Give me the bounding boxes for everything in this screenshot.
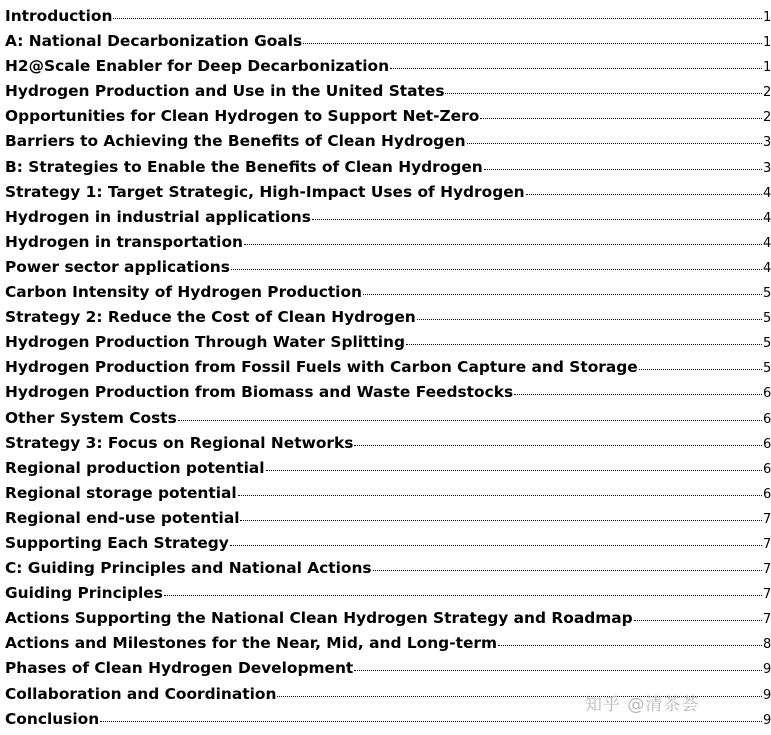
toc-dot-leader [363,293,762,296]
toc-entry[interactable] [5,380,771,405]
toc-entry-title: Other System Costs [5,408,177,427]
toc-dot-leader [514,393,762,396]
toc-entry-page-number: 2 [763,110,771,126]
toc-entry[interactable] [5,506,771,531]
toc-entry-page-number: 9 [763,712,771,728]
toc-entry-page-number: 7 [763,511,771,527]
toc-entry-title: Collaboration and Coordination [5,684,277,703]
toc-entry-title: Carbon Intensity of Hydrogen Production [5,283,362,302]
toc-entry[interactable] [5,581,771,606]
toc-entry-title: Actions and Milestones for the Near, Mid, and Long-term [5,634,498,653]
toc-entry[interactable] [5,456,771,481]
toc-entry-title: Regional end-use potential [5,508,240,527]
toc-entry-page-number: 6 [763,461,771,477]
toc-entry-title: Hydrogen Production from Biomass and Waste Feedstocks [5,383,514,402]
toc-entry-page-number: 4 [763,185,771,201]
toc-entry[interactable] [5,104,771,129]
toc-entry-page-number: 3 [763,135,771,151]
toc-entry-title: Regional storage potential [5,483,237,502]
toc-entry[interactable] [5,129,771,154]
toc-entry-title: Introduction [5,7,113,25]
toc-entry-page-number: 9 [763,662,771,678]
toc-entry-title: A: National Decarbonization Goals [5,32,303,51]
toc-entry[interactable] [5,255,771,280]
toc-entry-page-number: 1 [763,10,771,25]
toc-entry[interactable] [5,606,771,631]
toc-dot-leader [354,443,762,446]
toc-entry-page-number: 6 [763,486,771,502]
toc-entry-title: Supporting Each Strategy [5,533,229,552]
toc-entry[interactable] [5,556,771,581]
toc-entry-page-number: 6 [763,386,771,402]
toc-dot-leader [178,418,762,421]
toc-entry-title: Guiding Principles [5,584,163,603]
toc-dot-leader [303,42,762,45]
toc-dot-leader [526,192,762,195]
toc-entry-title: Hydrogen Production Through Water Splitting [5,333,406,352]
toc-entry[interactable] [5,431,771,456]
table-of-contents [5,4,771,732]
toc-dot-leader [417,318,762,321]
toc-entry-page-number: 7 [763,536,771,552]
toc-dot-leader [484,167,762,170]
toc-entry[interactable] [5,355,771,380]
toc-dot-leader [266,468,762,471]
toc-dot-leader [238,493,762,496]
toc-dot-leader [467,142,762,145]
toc-entry-page-number: 6 [763,411,771,427]
toc-dot-leader [445,92,762,95]
toc-entry-page-number: 1 [763,35,771,51]
toc-entry[interactable] [5,29,771,54]
toc-entry-page-number: 7 [763,612,771,628]
toc-entry[interactable] [5,305,771,330]
toc-entry-title: Hydrogen in industrial applications [5,207,311,226]
toc-entry-title: Actions Supporting the National Clean Hydrogen Strategy and Roadmap [5,609,633,628]
toc-dot-leader [373,569,762,572]
toc-dot-leader [406,343,762,346]
toc-entry-title: Strategy 2: Reduce the Cost of Clean Hydrogen [5,308,416,327]
toc-dot-leader [639,368,762,371]
toc-entry[interactable] [5,631,771,656]
toc-entry[interactable] [5,406,771,431]
toc-entry[interactable] [5,531,771,556]
toc-entry-title: C: Guiding Principles and National Actions [5,559,372,578]
toc-entry-page-number: 4 [763,210,771,226]
toc-dot-leader [480,117,762,120]
toc-dot-leader [100,719,762,722]
toc-entry[interactable] [5,79,771,104]
watermark-text: 知乎 @清茶荟 [585,695,700,715]
toc-entry-title: Conclusion [5,709,100,728]
toc-entry-title: Hydrogen Production and Use in the United States [5,82,445,101]
toc-entry-page-number: 7 [763,587,771,603]
toc-dot-leader [634,619,762,622]
toc-dot-leader [390,67,762,70]
toc-entry-page-number: 2 [763,85,771,101]
toc-entry[interactable] [5,481,771,506]
toc-entry-title: Opportunities for Clean Hydrogen to Support Net-Zero [5,107,480,126]
toc-entry-title: Strategy 1: Target Strategic, High-Impact Uses of Hydrogen [5,182,525,201]
toc-entry[interactable] [5,155,771,180]
toc-entry-page-number: 3 [763,160,771,176]
toc-dot-leader [113,17,762,20]
toc-dot-leader [231,267,762,270]
toc-entry-page-number: 1 [763,60,771,76]
toc-entry-title: Hydrogen in transportation [5,232,243,251]
toc-entry-page-number: 9 [763,687,771,703]
toc-entry-page-number: 5 [763,361,771,377]
toc-entry[interactable] [5,656,771,681]
toc-dot-leader [354,669,762,672]
toc-entry[interactable] [5,54,771,79]
toc-entry[interactable] [5,4,771,29]
toc-dot-leader [312,217,762,220]
toc-entry-title: Phases of Clean Hydrogen Development [5,659,354,678]
toc-entry[interactable] [5,330,771,355]
toc-entry-title: Barriers to Achieving the Benefits of Clean Hydrogen [5,132,466,151]
toc-entry[interactable] [5,280,771,305]
toc-entry-page-number: 4 [763,235,771,251]
toc-entry[interactable] [5,180,771,205]
toc-entry-title: Power sector applications [5,257,230,276]
toc-entry-title: H2@Scale Enabler for Deep Decarbonization [5,57,390,76]
toc-entry-page-number: 7 [763,562,771,578]
toc-entry-page-number: 5 [763,311,771,327]
toc-dot-leader [164,594,762,597]
toc-dot-leader [498,644,762,647]
toc-dot-leader [240,518,762,521]
toc-entry-title: Hydrogen Production from Fossil Fuels with Carbon Capture and Storage [5,358,638,377]
toc-dot-leader [244,242,762,245]
toc-entry-page-number: 5 [763,336,771,352]
toc-entry-page-number: 5 [763,286,771,302]
toc-entry[interactable] [5,205,771,230]
toc-entry-title: B: Strategies to Enable the Benefits of Clean Hydrogen [5,157,483,176]
toc-entry-page-number: 4 [763,260,771,276]
toc-dot-leader [230,543,762,546]
toc-entry[interactable] [5,230,771,255]
toc-entry-page-number: 8 [763,637,771,653]
toc-entry-title: Regional production potential [5,458,265,477]
toc-entry-page-number: 6 [763,436,771,452]
toc-entry-title: Strategy 3: Focus on Regional Networks [5,433,354,452]
